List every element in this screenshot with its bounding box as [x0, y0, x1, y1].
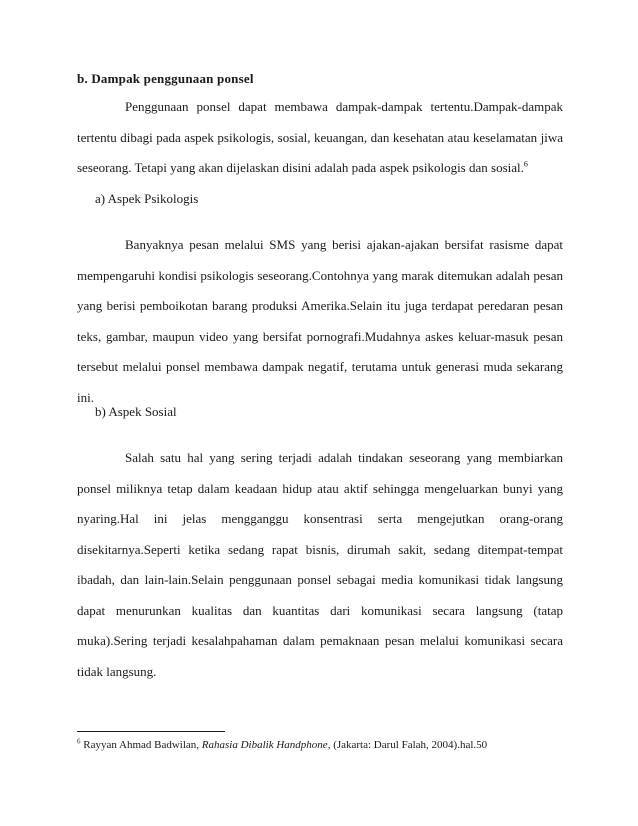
- paragraph-intro-text: Penggunaan ponsel dapat membawa dampak-dampak tertentu.Dampak-dampak tertentu dibagi pada aspek psikologis, sosial, keuangan, dan kesehatan atau keselamatan jiwa seseorang. Tetapi yang akan dijelaskan disini adalah pada aspek psikologis dan sosial.: [77, 99, 563, 175]
- paragraph-psikologis: Banyaknya pesan melalui SMS yang berisi ajakan-ajakan bersifat rasisme dapat mempengaruhi kondisi psikologis seseorang.Contohnya yang marak ditemukan adalah pesan yang berisi pemboikotan barang produksi Amerika.Selain itu juga terdapat peredaran pesan teks, gambar, maupun video yang bersifat pornografi.Mudahnya askes keluar-masuk pesan tersebut melalui ponsel membawa dampak negatif, terutama untuk generasi muda sekarang ini.: [77, 237, 563, 405]
- footnote-details: , (Jakarta: Darul Falah, 2004).hal.50: [327, 739, 488, 751]
- footnote-reference: 6: [523, 159, 528, 169]
- footnote-book-title: Rahasia Dibalik Handphone: [201, 739, 328, 751]
- section-heading: b. Dampak penggunaan ponsel: [77, 71, 254, 86]
- subsection-heading-psikologis: a) Aspek Psikologis: [95, 191, 199, 206]
- footnote-number: 6: [77, 737, 81, 746]
- paragraph-sosial: Salah satu hal yang sering terjadi adalah tindakan seseorang yang membiarkan ponsel miliknya tetap dalam keadaan hidup atau aktif sehingga mengeluarkan bunyi yang nyaring.Hal ini jelas mengganggu konsentrasi serta mengejutkan orang-orang disekitarnya.Seperti ketika sedang rapat bisnis, dirumah sakit, sedang ditempat-tempat ibadah, dan lain-lain.Selain penggunaan ponsel sebagai media komunikasi tidak langsung dapat menurunkan kualitas dan kuantitas dari komunikasi secara langsung (tatap muka).Sering terjadi kesalahpahaman dalam pemaknaan pesan melalui komunikasi secara tidak langsung.: [77, 450, 563, 679]
- subsection-heading-sosial: b) Aspek Sosial: [95, 404, 177, 419]
- footnote-divider: [77, 731, 225, 732]
- paragraph-intro: [77, 92, 563, 184]
- footnote: [77, 739, 487, 751]
- footnote-author: Rayyan Ahmad Badwilan,: [80, 739, 202, 751]
